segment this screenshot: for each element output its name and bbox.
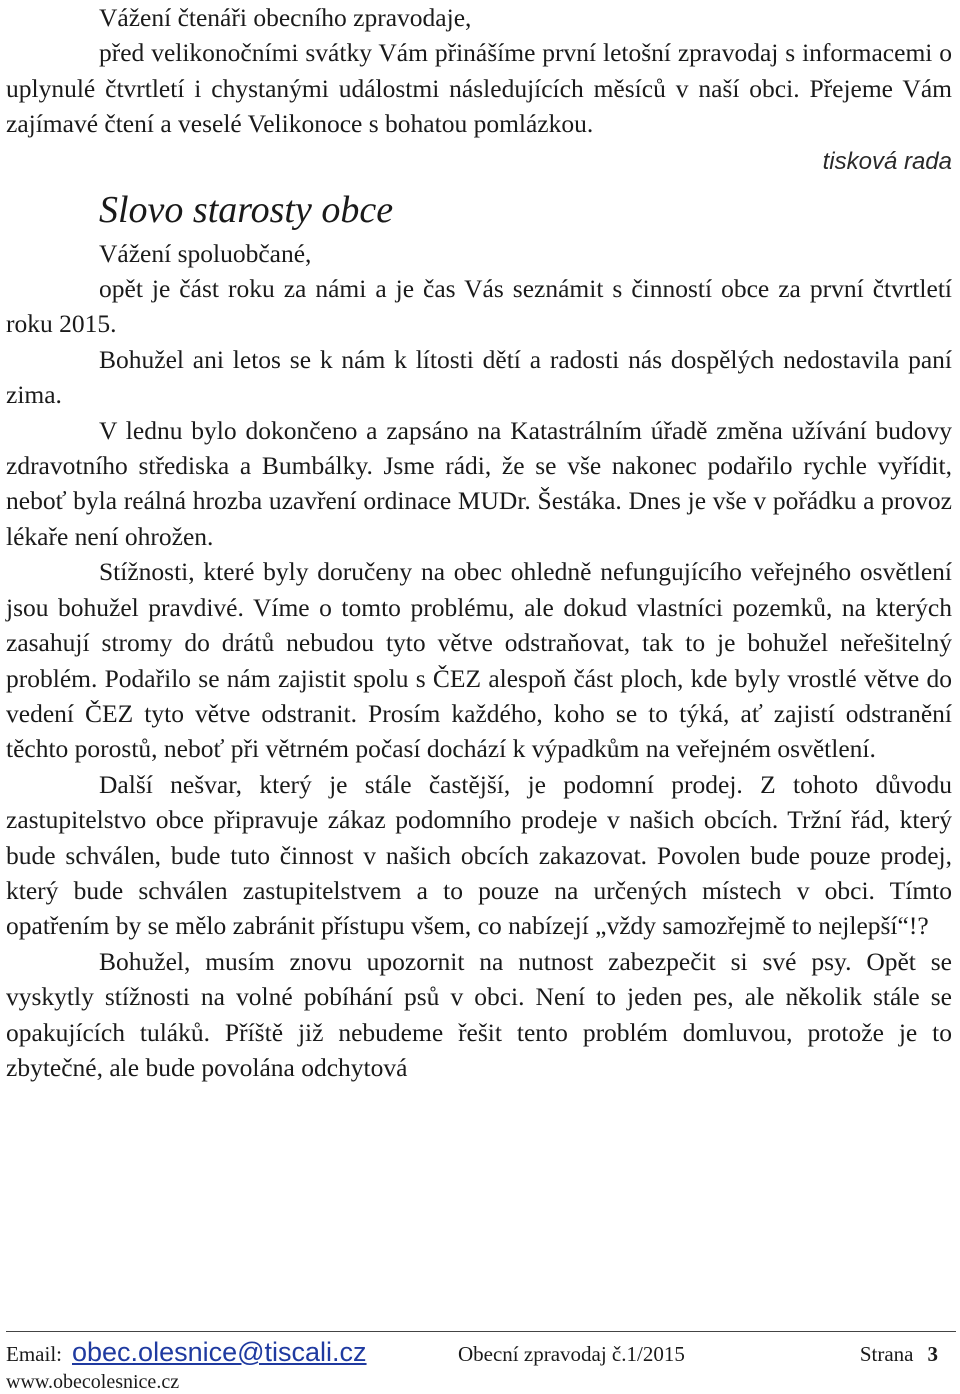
article-salutation: Vážení spoluobčané, [99, 238, 312, 268]
email-label: Email: [6, 1342, 62, 1366]
page-label: Strana [859, 1342, 914, 1366]
article-paragraph: opět je část roku za námi a je čas Vás seznámit s činností obce za první čtvrtletí roku 2015. [6, 274, 952, 339]
article-paragraph: Další nešvar, který je stále častější, je podomní prodej. Z tohoto důvodu zastupitelstvo obce připravuje zákaz podomního prodeje v našich obcích. Tržní řád, který bude schválen, bude tuto činnost v našich obcích zakazovat. Povolen bude pouze prodej, který bude schválen zastupitelstvem a to pouze na určených místech v obci. Tímto opatřením by se mělo zabránit přístupu všem, co nabízejí „vždy samozřejmě to nejlepší“!? [6, 769, 952, 941]
article-paragraph: V lednu bylo dokončeno a zapsáno na Katastrálním úřadě změna užívání budovy zdravotního střediska a Bumbálky. Jsme rádi, že se vše nakonec podařilo rychle vyřídit, neboť byla reálná hrozba uzavření ordinace MUDr. Šestáka. Dnes je vše v pořádku a provoz lékaře není ohrožen. [6, 415, 952, 551]
page-footer [6, 1336, 946, 1372]
page-indicator [860, 1336, 938, 1372]
website-link[interactable]: www.obecolesnice.cz [6, 1371, 180, 1393]
footer-divider [6, 1331, 956, 1332]
article-paragraph: Stížnosti, které byly doručeny na obec ohledně nefungujícího veřejného osvětlení jsou bohužel pravdivé. Víme o tomto problému, ale dokud vlastníci pozemků, na kterých zasahují stromy do drátů nebudou tyto větve odstraňovat, tak to je bohužel neřešitelný problém. Podařilo se nám zajistit spolu s ČEZ alespoň část ploch, kde byly vrostlé větve do vedení ČEZ tyto větve odstranit. Prosím každého, koho se to týká, ať zajistí odstranění těchto porostů, neboť při větrném počasí dochází k výpadkům na veřejném osvětlení. [6, 557, 952, 764]
email-link[interactable]: obec.olesnice@tiscali.cz [72, 1337, 367, 1367]
article-paragraph: Bohužel ani letos se k nám k lítosti dětí a radosti nás dospělých nedostavila paní zima. [6, 344, 952, 410]
page-number: 3 [927, 1342, 938, 1366]
article-paragraph: Bohužel, musím znovu upozornit na nutnost zabezpečit si své psy. Opět se vyskytly stížnosti na volné pobíhání psů v obci. Není to jeden pes, ale několik stále se opakujících tuláků. Příště již nebudeme řešit tento problém domluvou, protože je to zbytečné, ale bude povolána odchytová [6, 946, 952, 1082]
intro-signature: tisková rada [822, 147, 952, 175]
intro-greeting: Vážení čtenáři obecního zpravodaje, [99, 3, 472, 32]
article-heading: Slovo starosty obce [99, 188, 394, 231]
issue-label: Obecní zpravodaj č.1/2015 [458, 1342, 685, 1366]
intro-paragraph: před velikonočními svátky Vám přinášíme první letošní zpravodaj s informacemi o uplynulé čtvrtletí i chystanými událostmi následujících měsíců v naší obci. Přejeme Vám zajímavé čtení a veselé Velikonoce s bohatou pomlázkou. [6, 38, 952, 139]
page-body [6, 0, 952, 1085]
